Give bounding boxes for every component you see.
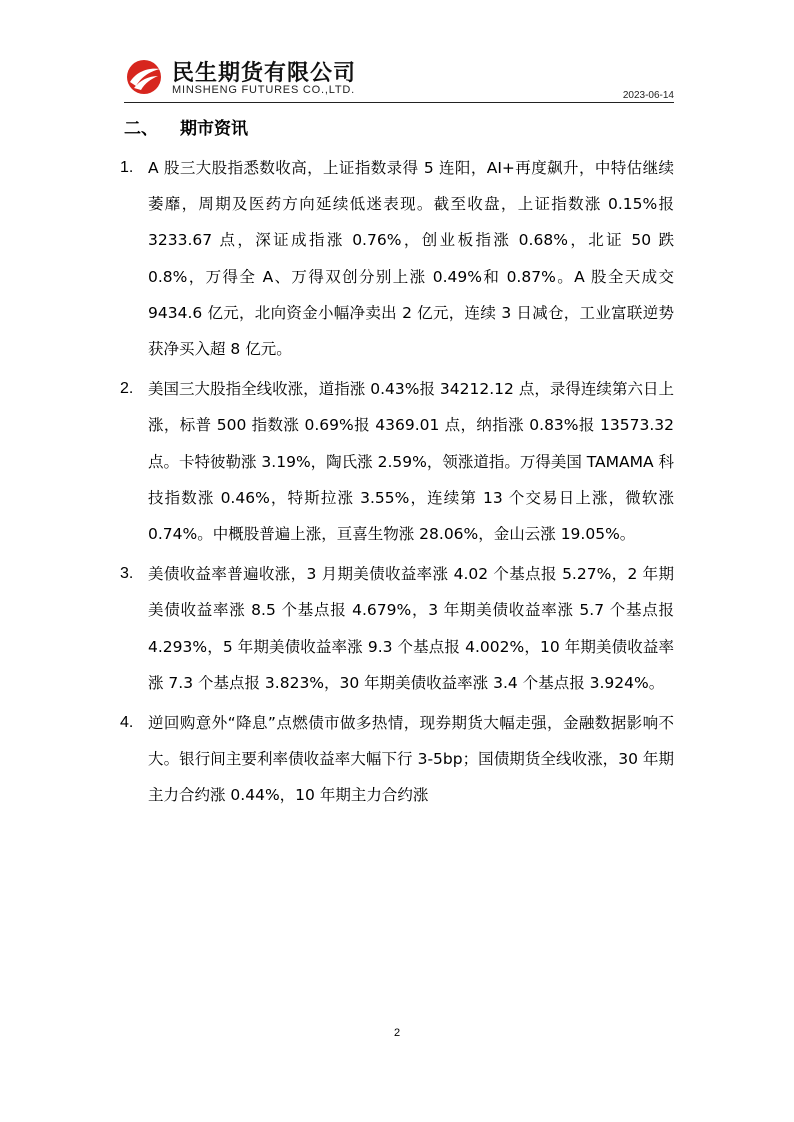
report-date: 2023-06-14 xyxy=(622,90,674,101)
item-index: 1. xyxy=(120,159,134,176)
item-text: 美债收益率普遍收涨，3 月期美债收益率涨 4.02 个基点报 5.27%，2 年期美债收益率涨 8.5 个基点报 4.679%，3 年期美债收益率涨 5.7 个基点报 4.293%，5 年期美债收益率涨 9.3 个基点报 4.002%，10 年期美债收益率涨 7.3 个基点报 3.823%，30 年期美债收益率涨 3.4 个基点报 3.924%。 xyxy=(148,565,674,692)
list-item xyxy=(120,556,674,701)
company-name-en: MINSHENG FUTURES CO.,LTD. xyxy=(172,84,355,96)
header-divider xyxy=(124,102,674,103)
list-item xyxy=(120,705,674,814)
list-item xyxy=(120,150,674,367)
minsheng-logo-icon xyxy=(124,58,164,96)
page-number: 2 xyxy=(393,1027,401,1039)
company-name-cn: 民生期货有限公司 xyxy=(172,61,357,86)
item-text: 逆回购意外“降息”点燃债市做多热情，现券期货大幅走强，金融数据影响不大。银行间主要利率债收益率大幅下行 3-5bp；国债期货全线收涨，30 年期主力合约涨 0.44%，10 年期主力合约涨 xyxy=(148,714,674,805)
list-item xyxy=(120,371,674,552)
item-text: 美国三大股指全线收涨，道指涨 0.43%报 34212.12 点，录得连续第六日上涨，标普 500 指数涨 0.69%报 4369.01 点，纳指涨 0.83%报 13573.32 点。卡特彼勒涨 3.19%，陶氏涨 2.59%，领涨道指。万得美国 TAMAMA 科技指数涨 0.46%，特斯拉涨 3.55%，连续第 13 个交易日上涨，微软涨 0.74%。中概股普遍上涨，亘喜生物涨 28.06%，金山云涨 19.05%。 xyxy=(148,380,675,544)
item-index: 3. xyxy=(120,565,134,583)
page-header xyxy=(124,52,674,104)
news-list xyxy=(120,150,674,818)
section-title: 期市资讯 xyxy=(180,119,248,139)
section-heading xyxy=(124,114,248,139)
item-text: A 股三大股指悉数收高，上证指数录得 5 连阳，AI+再度飙升，中特估继续萎靡，周期及医药方向延续低迷表现。截至收盘，上证指数涨 0.15%报 3233.67 点，深证成指涨 0.76%，创业板指涨 0.68%，北证 50 跌 0.8%，万得全 A、万得双创分别上涨 0.49%和 0.87%。A 股全天成交 9434.6 亿元，北向资金小幅净卖出 2 亿元，连续 3 日减仓，工业富联逆势获净买入超 8 亿元。 xyxy=(148,159,674,359)
item-index: 4. xyxy=(120,714,134,732)
section-number: 二、 xyxy=(124,119,158,139)
item-index: 2. xyxy=(120,380,134,398)
